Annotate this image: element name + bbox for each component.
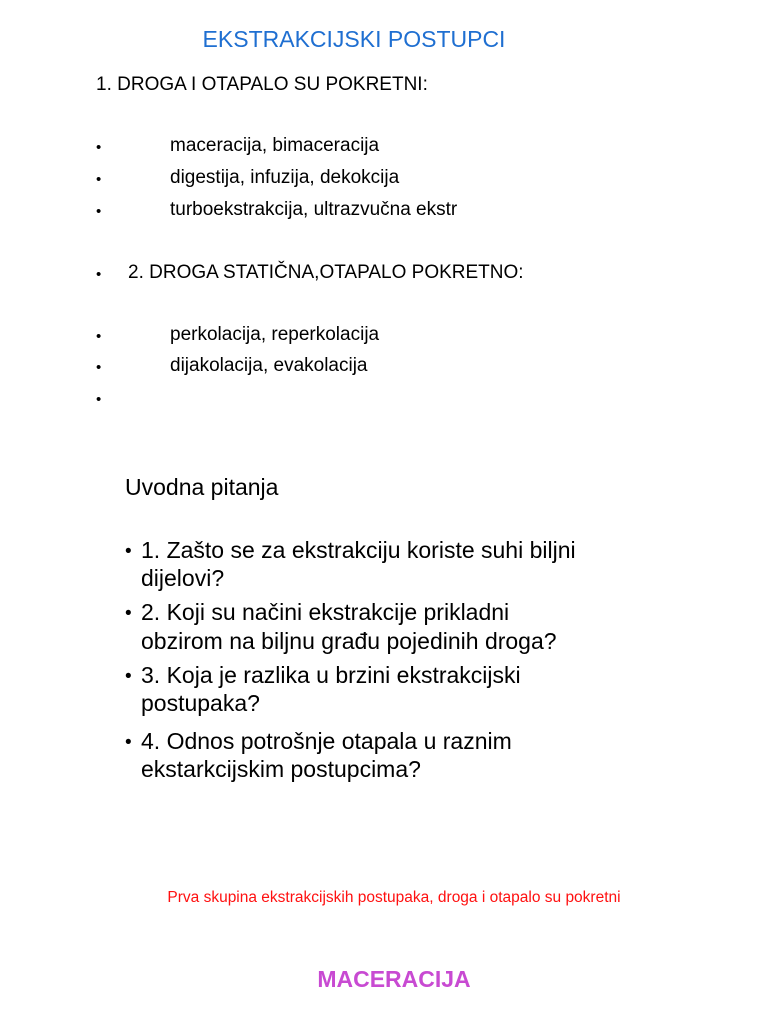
list-item: perkolacija, reperkolacija: [170, 324, 380, 345]
section2-heading: 2. DROGA STATIČNA,OTAPALO POKRETNO:: [128, 262, 524, 283]
question-line: 3. Koja je razlika u brzini ekstrakcijski: [141, 662, 521, 688]
questions-title: Uvodna pitanja: [125, 474, 279, 500]
bullet-icon: •: [96, 203, 102, 220]
bullet-icon: •: [125, 603, 132, 624]
bullet-icon: •: [96, 139, 102, 156]
bullet-icon: •: [96, 171, 102, 188]
page-title: EKSTRAKCIJSKI POSTUPCI: [202, 26, 506, 52]
question-line: postupaka?: [141, 690, 260, 716]
list-item: turboekstrakcija, ultrazvučna ekstr: [170, 199, 458, 220]
list-item: digestija, infuzija, dekokcija: [170, 167, 400, 188]
note-text: [0, 887, 768, 909]
bullet-icon: •: [96, 359, 102, 376]
bullet-icon: •: [125, 666, 132, 687]
note-paragraph: Prva skupina ekstrakcijskih postupaka, droga i otapalo su pokretni: [167, 889, 621, 906]
bullet-icon: •: [96, 266, 102, 283]
question-line: 1. Zašto se za ekstrakciju koriste suhi biljni: [141, 537, 576, 563]
question-line: 2. Koji su načini ekstrakcije prikladni: [141, 599, 510, 625]
section-subtitle: MACERACIJA: [317, 966, 471, 992]
bullet-icon: •: [125, 732, 132, 753]
question-line: obzirom na biljnu građu pojedinih droga?: [141, 628, 557, 654]
list-item: dijakolacija, evakolacija: [170, 355, 368, 376]
bullet-icon: •: [96, 391, 102, 408]
list-item: maceracija, bimaceracija: [170, 135, 380, 156]
question-line: ekstarkcijskim postupcima?: [141, 756, 421, 782]
section1-heading: 1. DROGA I OTAPALO SU POKRETNI:: [96, 74, 428, 95]
bullet-icon: •: [96, 328, 102, 345]
question-line: dijelovi?: [141, 565, 225, 591]
bullet-icon: •: [125, 541, 132, 562]
question-line: 4. Odnos potrošnje otapala u raznim: [141, 728, 512, 754]
